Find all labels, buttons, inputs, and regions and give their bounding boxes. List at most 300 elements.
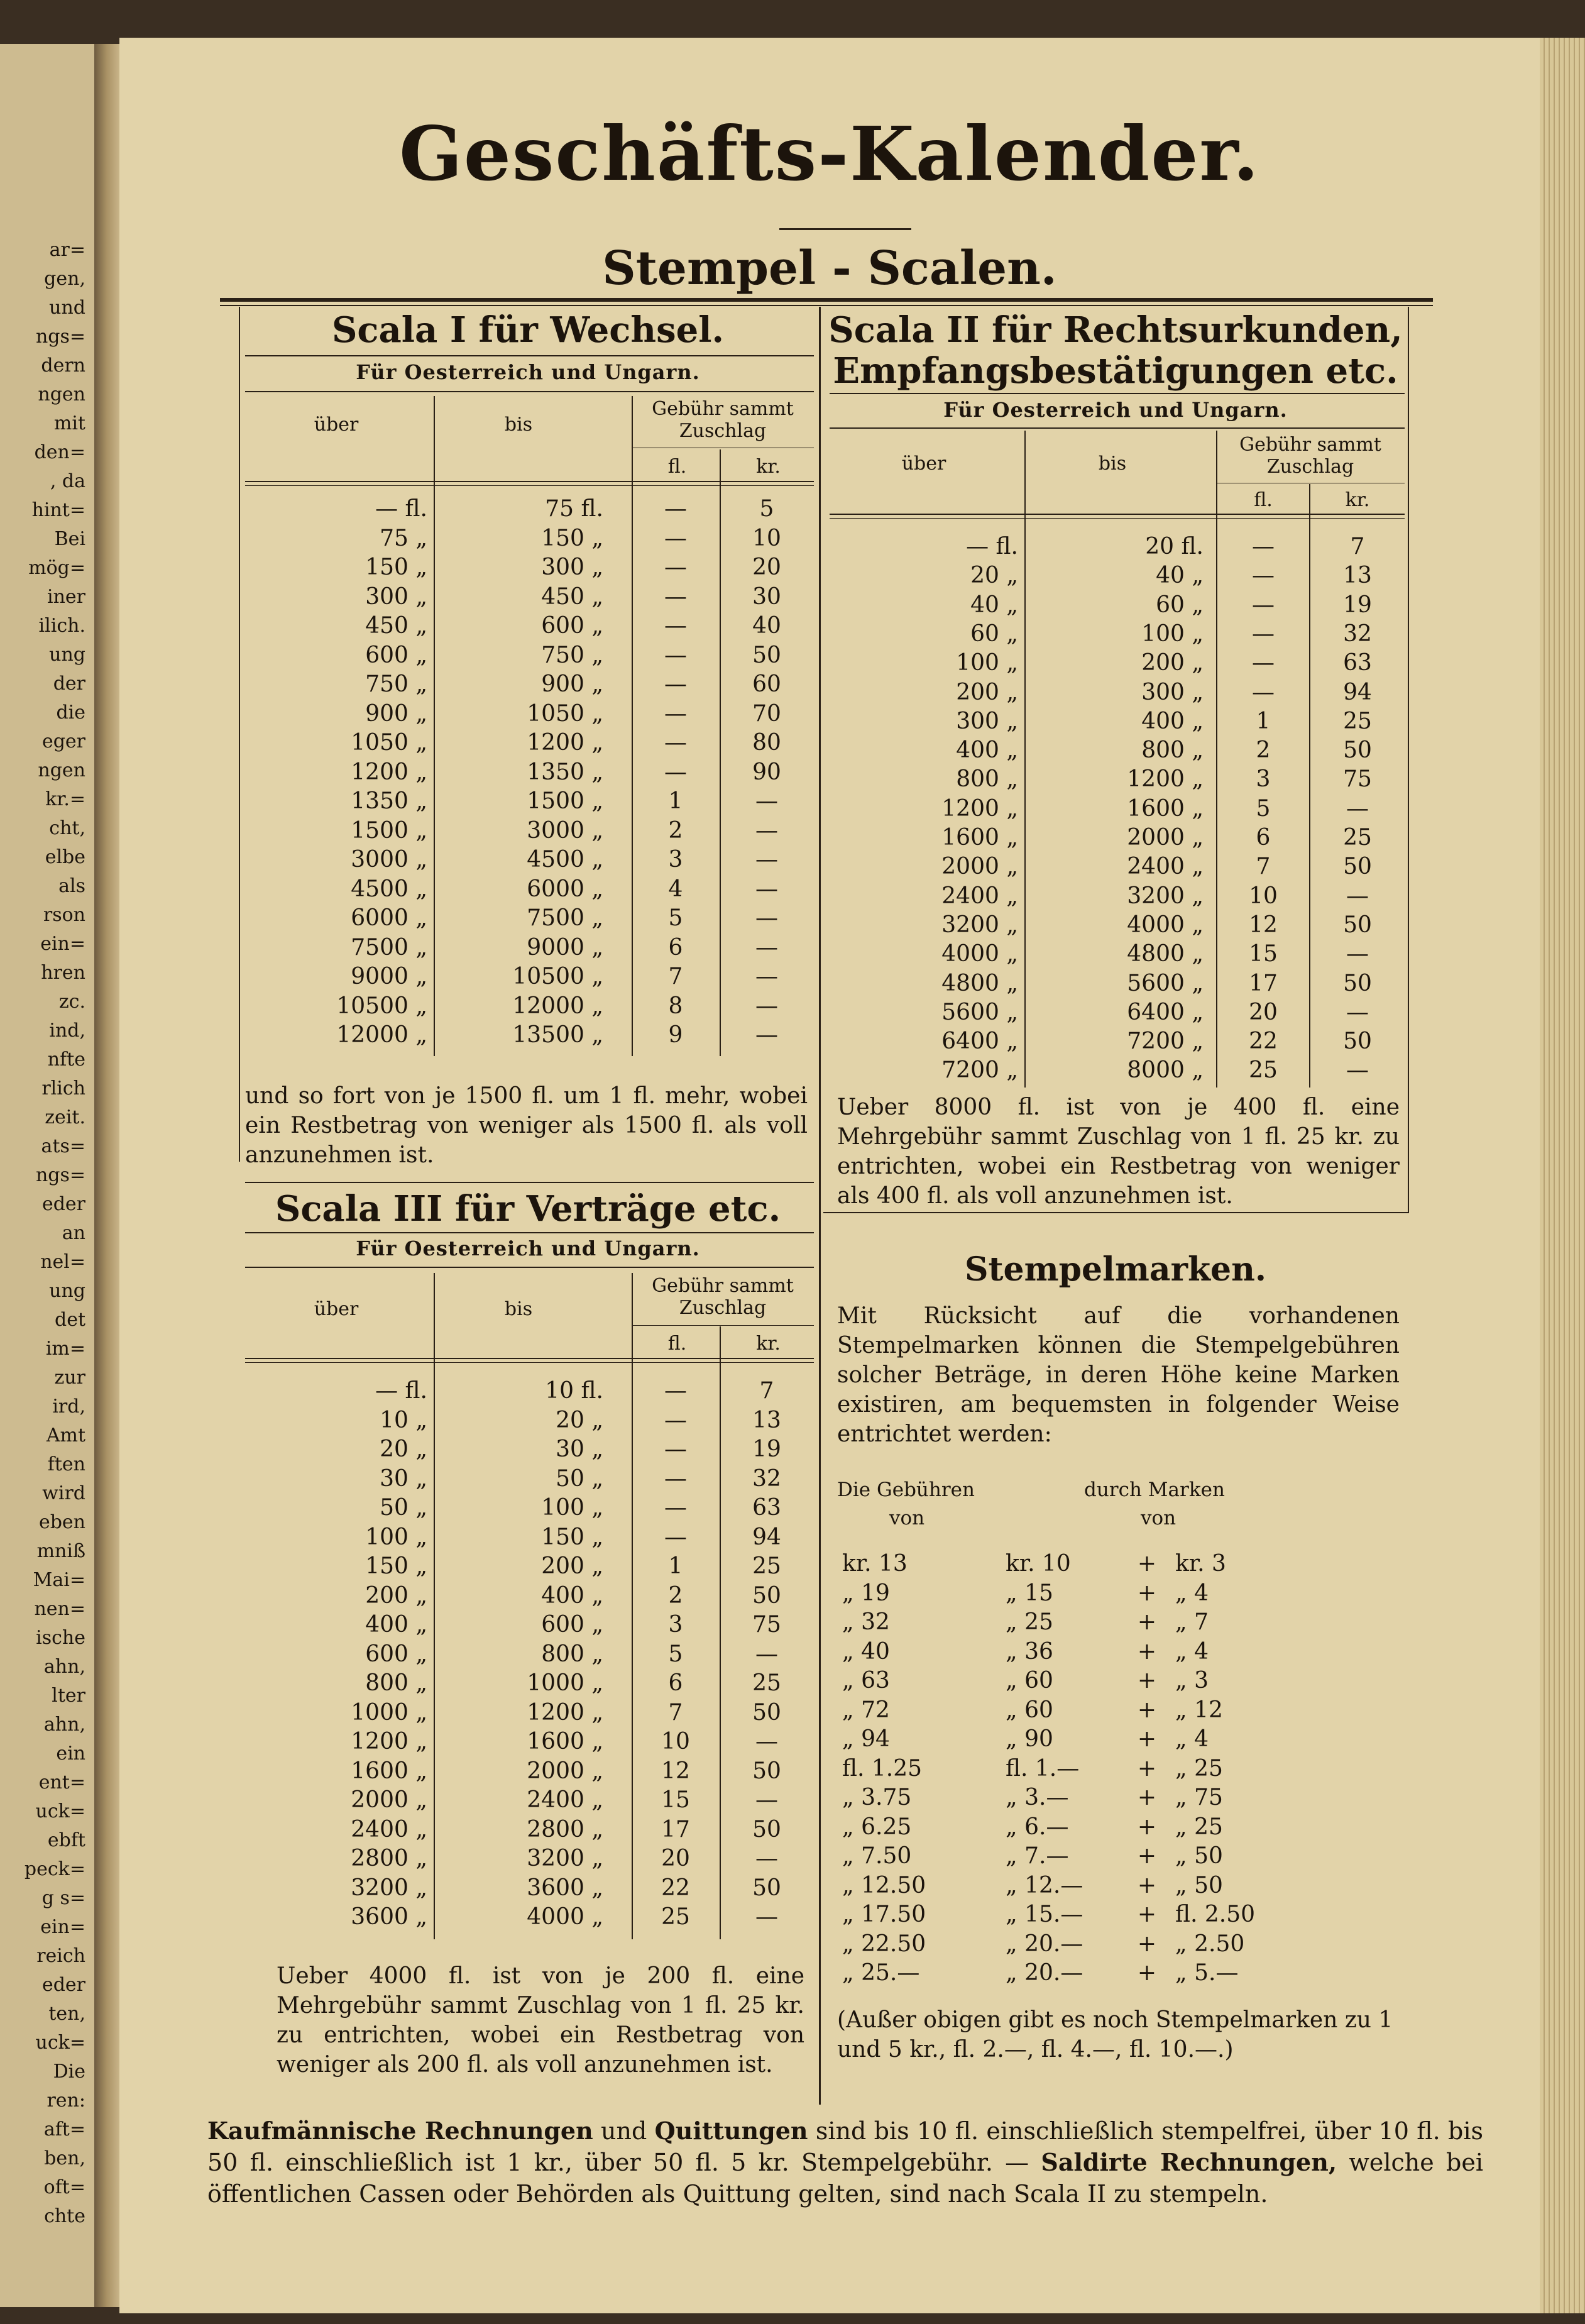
scale1-cell-fl: —: [664, 525, 687, 551]
stamps-cell-m1: „ 15.—: [1006, 1902, 1083, 1927]
scale1-cell-kr: —: [755, 1022, 778, 1048]
previous-page-fragment: eder: [41, 1974, 85, 1996]
stamps-cell-m2: „ 12: [1175, 1697, 1223, 1723]
previous-page-fragment: peck=: [24, 1858, 85, 1880]
stamps-cell-m2: „ 3: [1175, 1668, 1209, 1693]
stamps-cell-m2: kr. 3: [1175, 1551, 1226, 1577]
scale3-cell-from: 200 „: [365, 1582, 427, 1609]
stamps-cell-fee: „ 19: [842, 1580, 890, 1606]
previous-page-fragment: gen,: [44, 268, 85, 290]
scale3-cell-from: 1200 „: [351, 1729, 427, 1754]
scale3-cell-kr: 32: [752, 1465, 781, 1492]
scale1-cell-kr: —: [755, 905, 778, 931]
previous-page-fragment: ren:: [47, 2090, 85, 2112]
footer-text-3: welche bei öffentlichen Cassen oder Behörden als Quittung gelten, sind nach Scala II zu stempeln.: [207, 2149, 1483, 2208]
scale1-cell-kr: —: [755, 876, 778, 902]
scale1-head-fee-2: Zuschlag: [679, 420, 767, 442]
scale3-cell-from: 2000 „: [351, 1787, 427, 1813]
stamps-cell-m1: „ 90: [1006, 1726, 1053, 1752]
scale3-cell-to: 3600 „: [527, 1875, 603, 1901]
previous-page-fragment: iner: [47, 586, 85, 608]
scale3-note: Ueber 4000 fl. ist von je 200 fl. eine Mehrgebühr sammt Zuschlag von 1 fl. 25 kr. zu entrichten, wobei ein Restbetrag von weniger als 200 fl. als voll anzunehmen ist.: [277, 1963, 804, 2078]
scale2-cell-from: 4000 „: [941, 941, 1018, 967]
previous-page-fragment: wird: [42, 1482, 85, 1504]
scale1-cell-from: 300 „: [365, 583, 427, 610]
scale3-head-kr: kr.: [756, 1333, 781, 1355]
scale1-cell-from: 1350 „: [351, 788, 427, 814]
stamps-cell-plus: +: [1137, 1872, 1157, 1898]
scale2-rule-3: [830, 514, 1405, 515]
scale3-cell-to: 2400 „: [527, 1787, 603, 1813]
scale3-cell-from: 150 „: [365, 1553, 427, 1579]
scale3-cell-from: 600 „: [365, 1641, 427, 1667]
scale1-cell-fl: —: [664, 554, 687, 580]
scale2-title-line1: Scala II für Rechtsurkunden,: [828, 309, 1403, 351]
scale3-cell-kr: 50: [752, 1758, 781, 1784]
stamps-cell-fee: „ 32: [842, 1609, 890, 1635]
stamps-cell-m1: „ 25: [1006, 1609, 1053, 1635]
previous-page-fragment: hint=: [31, 499, 85, 521]
scale1-head-fee-1: Gebühr sammt: [652, 398, 794, 420]
scale1-cell-to: 1500 „: [527, 788, 603, 814]
scale2-cell-from: 300 „: [956, 708, 1018, 734]
scale2-cell-to: 7200 „: [1127, 1028, 1204, 1055]
scale3-cell-from: 10 „: [380, 1407, 427, 1433]
scale2-cell-from: 400 „: [956, 737, 1018, 764]
previous-page-fragment: reich: [36, 1945, 85, 1967]
scale3-cell-from: 100 „: [365, 1524, 427, 1550]
scale2-head-to: bis: [1098, 453, 1127, 475]
previous-page-fragment: dern: [41, 355, 85, 377]
stamps-intro: Mit Rücksicht auf die vorhandenen Stempelmarken können die Stempelgebühren solcher Beträge, in deren Höhe keine Marken existiren, am bequemsten in folgender Weise entrichtet werden:: [837, 1303, 1400, 1447]
previous-page-edge: [0, 44, 94, 2307]
scale3-cell-from: 50 „: [380, 1495, 427, 1521]
scale3-cell-to: 20 „: [556, 1407, 603, 1433]
scale2-region: Für Oesterreich und Ungarn.: [943, 398, 1288, 422]
scale2-cell-kr: —: [1346, 941, 1369, 967]
scale3-cell-kr: 7: [759, 1378, 774, 1404]
scale1-cell-fl: 7: [668, 964, 683, 989]
stamps-cell-m1: „ 3.—: [1006, 1785, 1069, 1810]
footer-text-1: und: [593, 2117, 655, 2145]
scale1-cell-kr: 70: [752, 700, 781, 727]
scale2-head-fl: fl.: [1254, 489, 1273, 511]
scale1-cell-fl: —: [664, 642, 687, 668]
previous-page-fragment: ahn,: [43, 1656, 85, 1678]
scale2-cell-kr: 25: [1343, 825, 1372, 851]
scale1-cell-kr: 80: [752, 730, 781, 756]
scale2-title-line2: Empfangsbestätigungen etc.: [833, 350, 1398, 392]
scale3-cell-to: 3200 „: [527, 1846, 603, 1871]
previous-page-fragment: zur: [54, 1367, 85, 1389]
scale3-cell-kr: 50: [752, 1582, 781, 1609]
stamps-cell-fee: „ 17.50: [842, 1902, 926, 1927]
scale2-head-over: über: [901, 453, 946, 475]
scale1-rule-3: [245, 481, 814, 482]
scale3-cell-to: 30 „: [556, 1436, 603, 1462]
stamps-cell-fee: „ 6.25: [842, 1814, 912, 1840]
right-frame: [1408, 307, 1409, 1212]
scale1-cell-from: 150 „: [365, 554, 427, 580]
stamps-cell-plus: +: [1137, 1668, 1157, 1693]
scale1-cell-to: 3000 „: [527, 817, 603, 844]
scale2-cell-kr: 13: [1343, 563, 1372, 589]
scale1-cell-to: 450 „: [541, 583, 603, 610]
stamps-cell-fee: „ 3.75: [842, 1785, 912, 1810]
scale3-cell-from: 1600 „: [351, 1758, 427, 1784]
previous-page-fragment: ben,: [44, 2147, 85, 2169]
previous-page-fragment: nfte: [47, 1049, 85, 1071]
top-rule: [220, 298, 1433, 302]
scale2-cell-from: 60 „: [970, 620, 1018, 647]
scale1-cell-kr: 40: [752, 613, 781, 639]
stamps-cell-plus: +: [1137, 1785, 1157, 1810]
scale2-cell-to: 2000 „: [1127, 825, 1204, 851]
previous-page-fragment: Bei: [54, 528, 85, 550]
scale2-bottom-rule: [823, 1212, 1409, 1213]
previous-page-fragment: ahn,: [43, 1714, 85, 1736]
previous-page-fragment: zc.: [58, 991, 85, 1013]
stamps-note: (Außer obigen gibt es noch Stempelmarken zu 1 und 5 kr., fl. 2.—, fl. 4.—, fl. 10.—.): [837, 2007, 1393, 2062]
scale2-cell-fl: —: [1252, 679, 1275, 705]
scale3-cell-kr: —: [755, 1641, 778, 1667]
stamps-cell-plus: +: [1137, 1609, 1157, 1635]
scale1-cell-to: 750 „: [541, 642, 603, 668]
scale2-cell-from: 2400 „: [941, 883, 1018, 909]
page-title: Geschäfts-Kalender.: [399, 110, 1260, 197]
top-rule-thin: [220, 305, 1433, 306]
scale2-cell-from: 6400 „: [941, 1028, 1018, 1055]
scale2-cell-fl: 25: [1249, 1057, 1278, 1084]
scale2-cell-kr: 50: [1343, 737, 1372, 764]
scale3-cell-kr: —: [755, 1904, 778, 1930]
scale1-cell-fl: 8: [668, 993, 683, 1019]
scale2-cell-fl: 1: [1256, 708, 1271, 734]
previous-page-fragment: elbe: [45, 846, 85, 868]
previous-page-fragment: ein=: [40, 1916, 85, 1938]
scale3-cell-from: 800 „: [365, 1670, 427, 1696]
footer-note: [207, 2115, 1483, 2210]
scale2-cell-to: 300 „: [1141, 679, 1204, 705]
scale3-cell-fl: —: [664, 1524, 687, 1550]
scale1-head-to: bis: [504, 414, 533, 436]
scale2-cell-fl: 3: [1256, 766, 1271, 793]
stamps-cell-m2: fl. 2.50: [1175, 1902, 1256, 1927]
scale3-cell-to: 4000 „: [527, 1904, 603, 1930]
previous-page-fragment: der: [53, 673, 85, 695]
scale1-cell-kr: —: [755, 847, 778, 873]
previous-page-fragment: aft=: [43, 2118, 85, 2140]
scale1-cell-kr: 20: [752, 554, 781, 580]
scale2-cell-fl: 2: [1256, 737, 1271, 764]
scale1-cell-kr: 90: [752, 759, 781, 785]
stamps-cell-plus: +: [1137, 1580, 1157, 1606]
stamps-cell-m2: „ 4: [1175, 1580, 1209, 1606]
stamps-head-marks-from: von: [1141, 1507, 1176, 1529]
previous-page-fragment: ngs=: [35, 326, 85, 348]
stamps-cell-m1: fl. 1.—: [1006, 1755, 1080, 1782]
scale2-cell-from: 1600 „: [941, 825, 1018, 851]
scale3-head-fl: fl.: [667, 1333, 687, 1355]
scale2-rule-2: [830, 427, 1405, 429]
stamps-cell-m1: „ 7.—: [1006, 1843, 1069, 1869]
scale1-cell-to: 4500 „: [527, 847, 603, 873]
previous-page-fragment: ein=: [40, 933, 85, 955]
footer-text-2: sind bis 10 fl. einschließlich stempelfrei, über 10 fl. bis 50 fl. einschließlich ist 1 kr., über 50 fl. 5 kr. Stempelgebühr. —: [207, 2117, 1483, 2176]
scale2-cell-kr: 50: [1343, 1028, 1372, 1055]
scale1-cell-kr: 5: [759, 496, 774, 522]
scale1-cell-kr: —: [755, 788, 778, 814]
stamps-cell-m1: kr. 10: [1006, 1551, 1071, 1577]
previous-page-fragment: ind,: [49, 1020, 85, 1042]
scale3-cell-kr: 50: [752, 1816, 781, 1842]
scale3-cell-to: 150 „: [541, 1524, 603, 1550]
stamps-cell-m2: „ 7: [1175, 1609, 1209, 1635]
previous-page-fragment: Mai=: [33, 1569, 85, 1591]
stamps-head-marks: durch Marken: [1084, 1479, 1225, 1501]
scale3-cell-from: 1000 „: [351, 1699, 427, 1726]
stamps-head-fee-from: von: [889, 1507, 925, 1529]
previous-page-fragment: ngen: [38, 383, 85, 405]
page-subtitle: Stempel - Scalen.: [602, 241, 1057, 295]
scale1-cell-fl: —: [664, 730, 687, 756]
calendar-page: [119, 38, 1540, 2313]
scale1-cell-from: 450 „: [365, 613, 427, 639]
scale2-cell-fl: 17: [1249, 970, 1278, 996]
scale1-cell-kr: 50: [752, 642, 781, 668]
scale3-cell-kr: 25: [752, 1553, 781, 1579]
scale3-cell-fl: 3: [668, 1612, 683, 1638]
scale3-cell-from: 400 „: [365, 1612, 427, 1638]
scale1-cell-fl: —: [664, 583, 687, 610]
scale1-cell-fl: 6: [668, 934, 683, 961]
stamps-cell-m2: „ 25: [1175, 1755, 1223, 1782]
previous-page-fragment: und: [49, 297, 85, 319]
scale3-cell-fl: —: [664, 1378, 687, 1404]
scale1-rule-4: [245, 485, 814, 486]
scale1-cell-from: 75 „: [380, 525, 427, 551]
scale1-head-fl: fl.: [667, 456, 687, 478]
scale1-cell-from: 7500 „: [351, 934, 427, 961]
scale3-cell-from: 2400 „: [351, 1816, 427, 1842]
scale2-cell-kr: 19: [1343, 592, 1372, 618]
scale2-cell-kr: —: [1346, 1057, 1369, 1084]
scale2-cell-from: 100 „: [956, 650, 1018, 676]
scale1-cell-from: 3000 „: [351, 847, 427, 873]
scale2-cell-to: 1600 „: [1127, 795, 1204, 822]
scale3-rule-1: [245, 1232, 814, 1233]
scale3-cell-kr: 75: [752, 1612, 781, 1638]
stamps-cell-fee: „ 22.50: [842, 1930, 926, 1957]
previous-page-fragment: als: [58, 875, 85, 897]
stamps-cell-m1: „ 60: [1006, 1668, 1053, 1693]
previous-page-fragment: zeit.: [45, 1106, 85, 1128]
previous-page-fragment: an: [62, 1222, 85, 1244]
previous-page-fragment: lter: [52, 1685, 85, 1707]
stamps-cell-fee: „ 94: [842, 1726, 890, 1752]
stamps-cell-m2: „ 2.50: [1175, 1930, 1245, 1957]
scale2-cell-kr: 50: [1343, 970, 1372, 996]
scale1-bottom-rule: [245, 1182, 814, 1183]
scale3-cell-to: 1000 „: [527, 1670, 603, 1696]
stamps-cell-m2: „ 4: [1175, 1726, 1209, 1752]
scale3-cell-to: 600 „: [541, 1612, 603, 1638]
scale3-cell-kr: 63: [752, 1495, 781, 1521]
scale2-cell-from: 4800 „: [941, 970, 1018, 996]
scale2-cell-fl: 5: [1256, 795, 1271, 822]
scale2-cell-kr: 25: [1343, 708, 1372, 734]
scale2-cell-kr: 94: [1343, 679, 1372, 705]
scale2-cell-from: 7200 „: [941, 1057, 1018, 1084]
stamps-cell-m2: „ 5.—: [1175, 1960, 1239, 1986]
scale2-cell-fl: 20: [1249, 999, 1278, 1025]
stamps-head-fee: Die Gebühren: [837, 1479, 975, 1501]
stamps-cell-plus: +: [1137, 1960, 1157, 1986]
scale3-cell-kr: 25: [752, 1670, 781, 1696]
scale2-cell-from: 20 „: [970, 563, 1018, 589]
scale3-cell-fl: —: [664, 1436, 687, 1462]
scale1-cell-fl: 3: [668, 847, 683, 873]
scale3-cell-fl: —: [664, 1407, 687, 1433]
previous-page-fragment: ische: [36, 1627, 85, 1649]
scale3-cell-to: 2800 „: [527, 1816, 603, 1842]
scale2-cell-fl: 7: [1256, 854, 1271, 880]
previous-page-fragment: chte: [44, 2205, 85, 2227]
scale3-cell-fl: 5: [668, 1641, 683, 1667]
scale2-cell-fl: 10: [1249, 883, 1278, 909]
scale2-rule-1: [830, 393, 1405, 394]
stamps-cell-fee: „ 72: [842, 1697, 890, 1723]
stamps-cell-m1: „ 12.—: [1006, 1872, 1083, 1898]
previous-page-fragment: rlich: [41, 1077, 85, 1099]
scale3-cell-to: 1600 „: [527, 1729, 603, 1754]
stamps-cell-plus: +: [1137, 1814, 1157, 1840]
scale1-cell-from: 12000 „: [336, 1022, 427, 1048]
previous-page-fragment: eger: [41, 730, 85, 752]
scale3-cell-fl: 22: [661, 1875, 690, 1901]
scale2-cell-to: 800 „: [1141, 737, 1204, 764]
previous-page-fragment: im=: [45, 1338, 85, 1360]
scale3-cell-from: 3600 „: [351, 1904, 427, 1930]
scale2-cell-from: 40 „: [970, 592, 1018, 618]
scale1-cell-from: 900 „: [365, 700, 427, 727]
scale2-cell-fl: —: [1252, 592, 1275, 618]
scale1-cell-fl: 1: [668, 788, 683, 814]
scale3-cell-fl: —: [664, 1495, 687, 1521]
previous-page-fragment: eder: [41, 1193, 85, 1215]
previous-page-fragment: Amt: [46, 1424, 85, 1446]
scale3-cell-fl: 10: [661, 1729, 690, 1754]
scale1-cell-to: 900 „: [541, 671, 603, 697]
scale3-cell-from: 20 „: [380, 1436, 427, 1462]
scale1-cell-to: 75 fl.: [545, 496, 603, 522]
stamps-cell-fee: kr. 13: [842, 1551, 908, 1577]
stamps-cell-m2: „ 50: [1175, 1843, 1223, 1869]
scale2-cell-fl: —: [1252, 650, 1275, 676]
scale2-cell-kr: 50: [1343, 911, 1372, 938]
scale2-note: Ueber 8000 fl. ist von je 400 fl. eine Mehrgebühr sammt Zuschlag von 1 fl. 25 kr. zu entrichten, wobei ein Restbetrag von weniger als 400 fl. als voll anzunehmen ist.: [837, 1094, 1400, 1209]
scale3-cell-fl: 20: [661, 1846, 690, 1871]
previous-page-fragment: g s=: [41, 1887, 85, 1909]
scale1-cell-to: 1200 „: [527, 730, 603, 756]
stamps-cell-plus: +: [1137, 1902, 1157, 1927]
scale1-cell-to: 10500 „: [512, 964, 603, 989]
stamps-cell-m1: „ 20.—: [1006, 1930, 1083, 1957]
scale2-cell-to: 100 „: [1141, 620, 1204, 647]
scale1-cell-from: 1500 „: [351, 817, 427, 844]
stamps-cell-fee: „ 63: [842, 1668, 890, 1693]
book-gutter: [94, 44, 119, 2307]
stamps-cell-m2: „ 75: [1175, 1785, 1223, 1810]
stamps-cell-m1: „ 36: [1006, 1638, 1053, 1665]
previous-page-fragment: nen=: [34, 1598, 85, 1620]
scale2-cell-to: 6400 „: [1127, 999, 1204, 1025]
scale2-cell-kr: 63: [1343, 650, 1372, 676]
stamps-cell-fee: „ 12.50: [842, 1872, 926, 1898]
scale3-fee-rule: [632, 1325, 814, 1326]
previous-page-fragment: ar=: [49, 239, 85, 261]
scale2-cell-to: 2400 „: [1127, 854, 1204, 880]
previous-page-fragment: ebft: [47, 1829, 85, 1851]
scale2-cell-fl: —: [1252, 620, 1275, 647]
scale2-cell-fl: —: [1252, 563, 1275, 589]
scale1-cell-fl: —: [664, 671, 687, 697]
scale2-cell-from: 2000 „: [941, 854, 1018, 880]
stamps-cell-plus: +: [1137, 1930, 1157, 1957]
previous-page-fragment: ung: [49, 1280, 85, 1302]
scale1-rule-1: [245, 355, 814, 356]
stamps-cell-fee: „ 7.50: [842, 1843, 912, 1869]
scale3-cell-kr: 19: [752, 1436, 781, 1462]
stamps-cell-m1: „ 6.—: [1006, 1814, 1069, 1840]
scale2-cell-kr: —: [1346, 795, 1369, 822]
scale1-head-over: über: [314, 414, 359, 436]
scale2-cell-to: 5600 „: [1127, 970, 1204, 996]
previous-page-fragment: , da: [50, 470, 85, 492]
scale3-cell-fl: —: [664, 1465, 687, 1492]
previous-page-fragment: det: [54, 1309, 85, 1331]
stamps-cell-plus: +: [1137, 1551, 1157, 1577]
stamps-cell-m2: „ 4: [1175, 1638, 1209, 1665]
scale1-cell-to: 12000 „: [512, 993, 603, 1019]
scale1-cell-from: 1200 „: [351, 759, 427, 785]
scale3-cell-to: 400 „: [541, 1582, 603, 1609]
scale1-cell-to: 9000 „: [527, 934, 603, 961]
stamps-cell-m1: „ 20.—: [1006, 1960, 1083, 1986]
scale3-cell-fl: 2: [668, 1582, 683, 1609]
scale3-cell-from: 3200 „: [351, 1875, 427, 1901]
stamps-cell-plus: +: [1137, 1726, 1157, 1752]
scale2-head-fee-1: Gebühr sammt: [1239, 434, 1381, 456]
previous-page-fragment: ilich.: [38, 615, 85, 637]
scale2-cell-kr: —: [1346, 999, 1369, 1025]
previous-page-fragment: Die: [53, 2061, 85, 2083]
scale1-cell-to: 6000 „: [527, 876, 603, 902]
stamps-cell-m1: „ 60: [1006, 1697, 1053, 1723]
scale3-rule-3: [245, 1358, 814, 1359]
scale1-cell-from: 9000 „: [351, 964, 427, 989]
stamps-cell-plus: +: [1137, 1638, 1157, 1665]
scale1-cell-fl: —: [664, 496, 687, 522]
stamps-title: Stempelmarken.: [964, 1250, 1266, 1289]
scale2-cell-to: 200 „: [1141, 650, 1204, 676]
previous-page-fragment: ung: [49, 644, 85, 666]
scale2-cell-kr: 75: [1343, 766, 1372, 793]
scale1-cell-to: 13500 „: [512, 1022, 603, 1048]
scale1-cell-fl: 5: [668, 905, 683, 931]
scale1-cell-fl: —: [664, 759, 687, 785]
previous-page-fragment: ngs=: [35, 1164, 85, 1186]
